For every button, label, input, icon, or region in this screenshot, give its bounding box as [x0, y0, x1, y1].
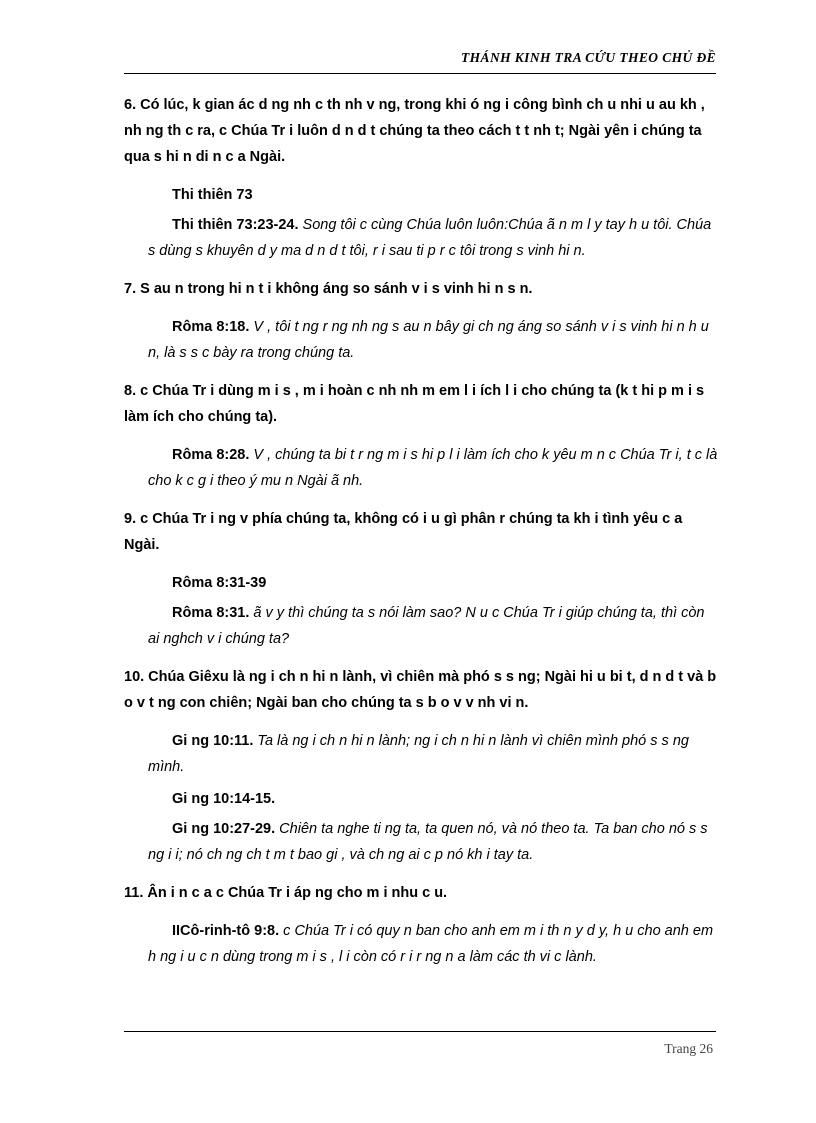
- reference-title: Rôma 8:31-39: [172, 575, 267, 591]
- scripture-text: Ta là ng i ch n hi n lành; ng i ch n hi n lành vì chiên mình phó s s ng mình.: [148, 733, 689, 775]
- footer-divider: [124, 1031, 716, 1032]
- document-body: [124, 92, 718, 976]
- point-8: 8. c Chúa Tr i dùng m i s , m i hoàn c nh nh m em l i ích l i cho chúng ta (k t hi p m i s làm ích cho chúng ta).: [124, 383, 705, 425]
- scripture-text: Chiên ta nghe ti ng ta, ta quen nó, và nó theo ta. Ta ban cho nó s s ng i i; nó ch ng ch t m t bao gi , và ch ng ai c p nó kh i tay ta.: [148, 821, 708, 863]
- point-10: 10. Chúa Giêxu là ng i ch n hi n lành, vì chiên mà phó s s ng; Ngài hi u bi t, d n d t và b o v t ng con chiên; Ngài ban cho chúng ta s b o v v nh vi n.: [124, 669, 717, 711]
- scripture-quote: [124, 212, 718, 264]
- header-divider: [124, 73, 716, 74]
- scripture-label: Rôma 8:28.: [172, 447, 250, 463]
- header-title: THÁNH KINH TRA CỨU THEO CHỦ ĐỀ: [461, 50, 716, 65]
- reference-title: Gi ng 10:14-15.: [172, 791, 276, 807]
- scripture-text: ã v y thì chúng ta s nói làm sao? N u c Chúa Tr i giúp chúng ta, thì còn ai nghch v i chúng ta?: [148, 605, 705, 647]
- point-7: 7. S au n trong hi n t i không áng so sánh v i s vinh hi n s n.: [124, 281, 533, 297]
- point-11: 11. Ân i n c a c Chúa Tr i áp ng cho m i nhu c u.: [124, 885, 448, 901]
- scripture-quote: [124, 728, 718, 780]
- scripture-label: IICô-rinh-tô 9:8.: [172, 923, 280, 939]
- scripture-label: Thi thiên 73:23-24.: [172, 217, 299, 233]
- point-6: 6. Có lúc, k gian ác d ng nh c th nh v ng, trong khi ó ng i công bình ch u nhi u au kh , nh ng th c ra, c Chúa Tr i luôn d n d t chúng ta theo cách t t nh t; Ngài yên i chúng ta qua s hi n di n c a Ngài.: [124, 97, 705, 165]
- scripture-quote: [124, 816, 718, 868]
- scripture-text: c Chúa Tr i có quy n ban cho anh em m i th n y d y, h u cho anh em h ng i u c n dùng trong m i s , l i còn có r i r ng n a làm các th vi c lành.: [148, 923, 714, 965]
- point-9: 9. c Chúa Tr i ng v phía chúng ta, không có i u gì phân r chúng ta kh i tình yêu c a Ngài.: [124, 511, 683, 553]
- scripture-quote: [124, 314, 718, 366]
- scripture-label: Gi ng 10:11.: [172, 733, 254, 749]
- scripture-text: V , chúng ta bi t r ng m i s hi p l i làm ích cho k yêu m n c Chúa Tr i, t c là cho k c g i theo ý mu n Ngài ã nh.: [148, 447, 718, 489]
- scripture-label: Rôma 8:18.: [172, 319, 250, 335]
- scripture-quote: [124, 442, 718, 494]
- scripture-label: Gi ng 10:27-29.: [172, 821, 276, 837]
- scripture-quote: [124, 918, 718, 970]
- scripture-label: Rôma 8:31.: [172, 605, 250, 621]
- scripture-text: Song tôi c cùng Chúa luôn luôn:Chúa ã n m l y tay h u tôi. Chúa s dùng s khuyên d y ma d n d t tôi, r i sau ti p r c tôi trong s vinh hi n.: [148, 217, 712, 259]
- page-number: Trang 26: [664, 1041, 713, 1056]
- scripture-text: V , tôi t ng r ng nh ng s au n bây gi ch ng áng so sánh v i s vinh hi n h u n, là s s c bày ra trong chúng ta.: [148, 319, 709, 361]
- reference-title: Thi thiên 73: [172, 187, 253, 203]
- scripture-quote: [124, 600, 718, 652]
